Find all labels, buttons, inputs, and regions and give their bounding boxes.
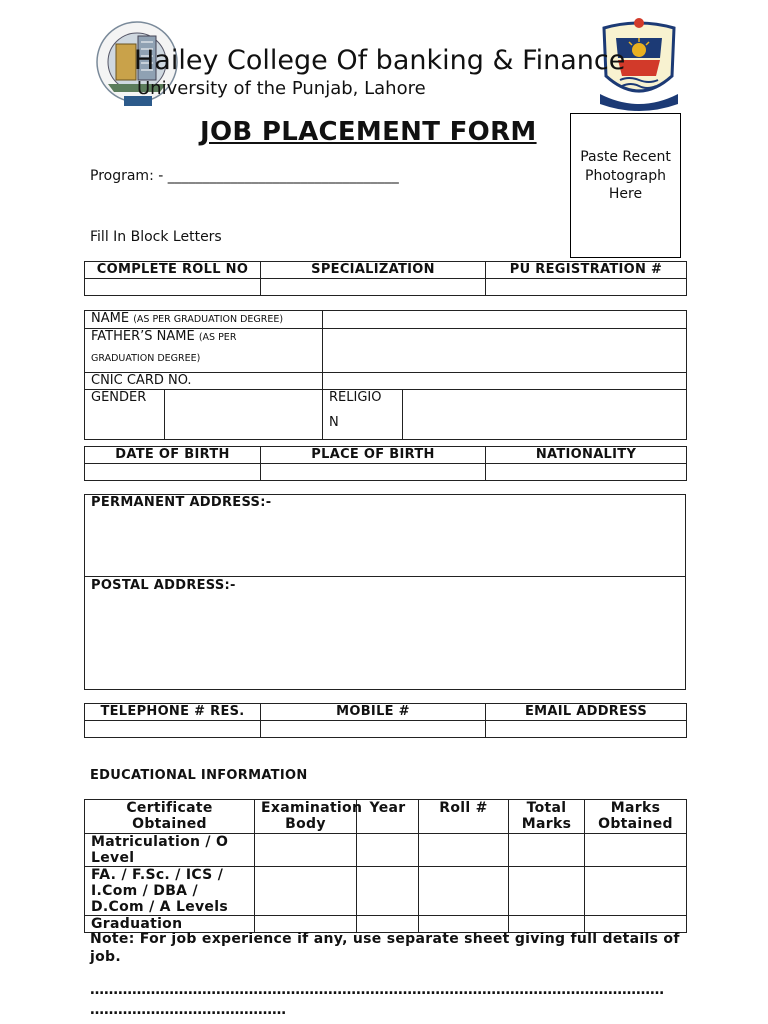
place-of-birth-header: PLACE OF BIRTH xyxy=(261,447,486,464)
father-name-note: GRADUATION DEGREE) xyxy=(91,353,201,364)
college-name: Hailey College Of banking & Finance xyxy=(134,45,626,76)
father-name-label-text: FATHER’S NAME xyxy=(91,329,199,344)
father-name-cell[interactable] xyxy=(323,329,687,373)
address-table xyxy=(84,494,686,690)
religion-label xyxy=(323,390,403,440)
email-cell[interactable] xyxy=(486,721,687,738)
edu-header-exam-body: Examination Body xyxy=(255,800,357,834)
nationality-cell[interactable] xyxy=(486,464,687,481)
form-title: JOB PLACEMENT FORM xyxy=(200,117,537,147)
name-label-text: NAME xyxy=(91,311,134,326)
job-experience-note: Note: For job experience if any, use separate sheet giving full details of job. xyxy=(90,931,680,965)
telephone-header: TELEPHONE # RES. xyxy=(85,704,261,721)
program-field[interactable]: Program: - _________________________________ xyxy=(90,168,399,184)
religion-cell[interactable] xyxy=(403,390,687,440)
cnic-cell[interactable] xyxy=(323,373,687,390)
edu-cell[interactable] xyxy=(255,867,357,916)
edu-header-total-marks: Total Marks xyxy=(509,800,585,834)
edu-header-year: Year xyxy=(357,800,419,834)
personal-table xyxy=(84,310,687,440)
name-cell[interactable] xyxy=(323,311,687,329)
mobile-cell[interactable] xyxy=(261,721,486,738)
edu-header-certificate: Certificate Obtained xyxy=(85,800,255,834)
contact-table xyxy=(84,703,687,738)
edu-cell[interactable] xyxy=(255,834,357,867)
name-label xyxy=(85,311,323,329)
specialization-header: SPECIALIZATION xyxy=(261,262,486,279)
name-label-note: (AS PER GRADUATION DEGREE) xyxy=(133,314,284,325)
pu-registration-cell[interactable] xyxy=(486,279,687,296)
permanent-address-field[interactable] xyxy=(85,495,686,577)
email-header: EMAIL ADDRESS xyxy=(486,704,687,721)
photo-box-line: Paste Recent xyxy=(580,149,671,165)
edu-cell[interactable] xyxy=(585,834,687,867)
place-of-birth-cell[interactable] xyxy=(261,464,486,481)
father-name-note: (AS PER xyxy=(198,332,237,343)
postal-address-field[interactable] xyxy=(85,577,686,690)
dob-cell[interactable] xyxy=(85,464,261,481)
edu-cell[interactable] xyxy=(357,867,419,916)
cnic-label: CNIC CARD NO. xyxy=(85,373,323,390)
mobile-header: MOBILE # xyxy=(261,704,486,721)
education-table xyxy=(84,799,687,933)
edu-cell[interactable] xyxy=(585,867,687,916)
dotted-line: …………………………………………………………………………………………………………… xyxy=(90,982,664,998)
edu-row-label: Matriculation / O Level xyxy=(85,834,255,867)
edu-cell[interactable] xyxy=(419,834,509,867)
edu-cell[interactable] xyxy=(419,867,509,916)
father-name-label xyxy=(85,329,323,373)
education-title: EDUCATIONAL INFORMATION xyxy=(90,768,308,783)
dotted-line: …………………………………… xyxy=(90,1002,286,1018)
edu-cell[interactable] xyxy=(357,834,419,867)
university-name: University of the Punjab, Lahore xyxy=(137,78,426,99)
edu-cell[interactable] xyxy=(509,867,585,916)
edu-header-roll: Roll # xyxy=(419,800,509,834)
gender-cell[interactable] xyxy=(165,390,323,440)
birth-table xyxy=(84,446,687,481)
religion-label-text: RELIGIO xyxy=(329,390,382,405)
edu-row-label: Graduation xyxy=(85,916,255,933)
edu-header-marks-obtained: Marks Obtained xyxy=(585,800,687,834)
id-table xyxy=(84,261,687,296)
dotted-line-area[interactable] xyxy=(90,980,690,1020)
edu-cell[interactable] xyxy=(509,834,585,867)
edu-row-label: FA. / F.Sc. / ICS / I.Com / DBA / D.Com / A Levels xyxy=(85,867,255,916)
block-letters-note: Fill In Block Letters xyxy=(90,229,222,245)
specialization-cell[interactable] xyxy=(261,279,486,296)
photo-box[interactable] xyxy=(570,113,681,258)
roll-no-header: COMPLETE ROLL NO xyxy=(85,262,261,279)
permanent-address-label: PERMANENT ADDRESS:- xyxy=(91,495,272,510)
photo-box-line: Here xyxy=(608,186,643,202)
dob-header: DATE OF BIRTH xyxy=(85,447,261,464)
nationality-header: NATIONALITY xyxy=(486,447,687,464)
religion-label-text: N xyxy=(329,415,339,430)
gender-label: GENDER xyxy=(85,390,165,440)
photo-box-line: Photograph xyxy=(585,167,666,184)
postal-address-label: POSTAL ADDRESS:- xyxy=(91,578,236,593)
roll-no-cell[interactable] xyxy=(85,279,261,296)
telephone-cell[interactable] xyxy=(85,721,261,738)
pu-registration-header: PU REGISTRATION # xyxy=(486,262,687,279)
